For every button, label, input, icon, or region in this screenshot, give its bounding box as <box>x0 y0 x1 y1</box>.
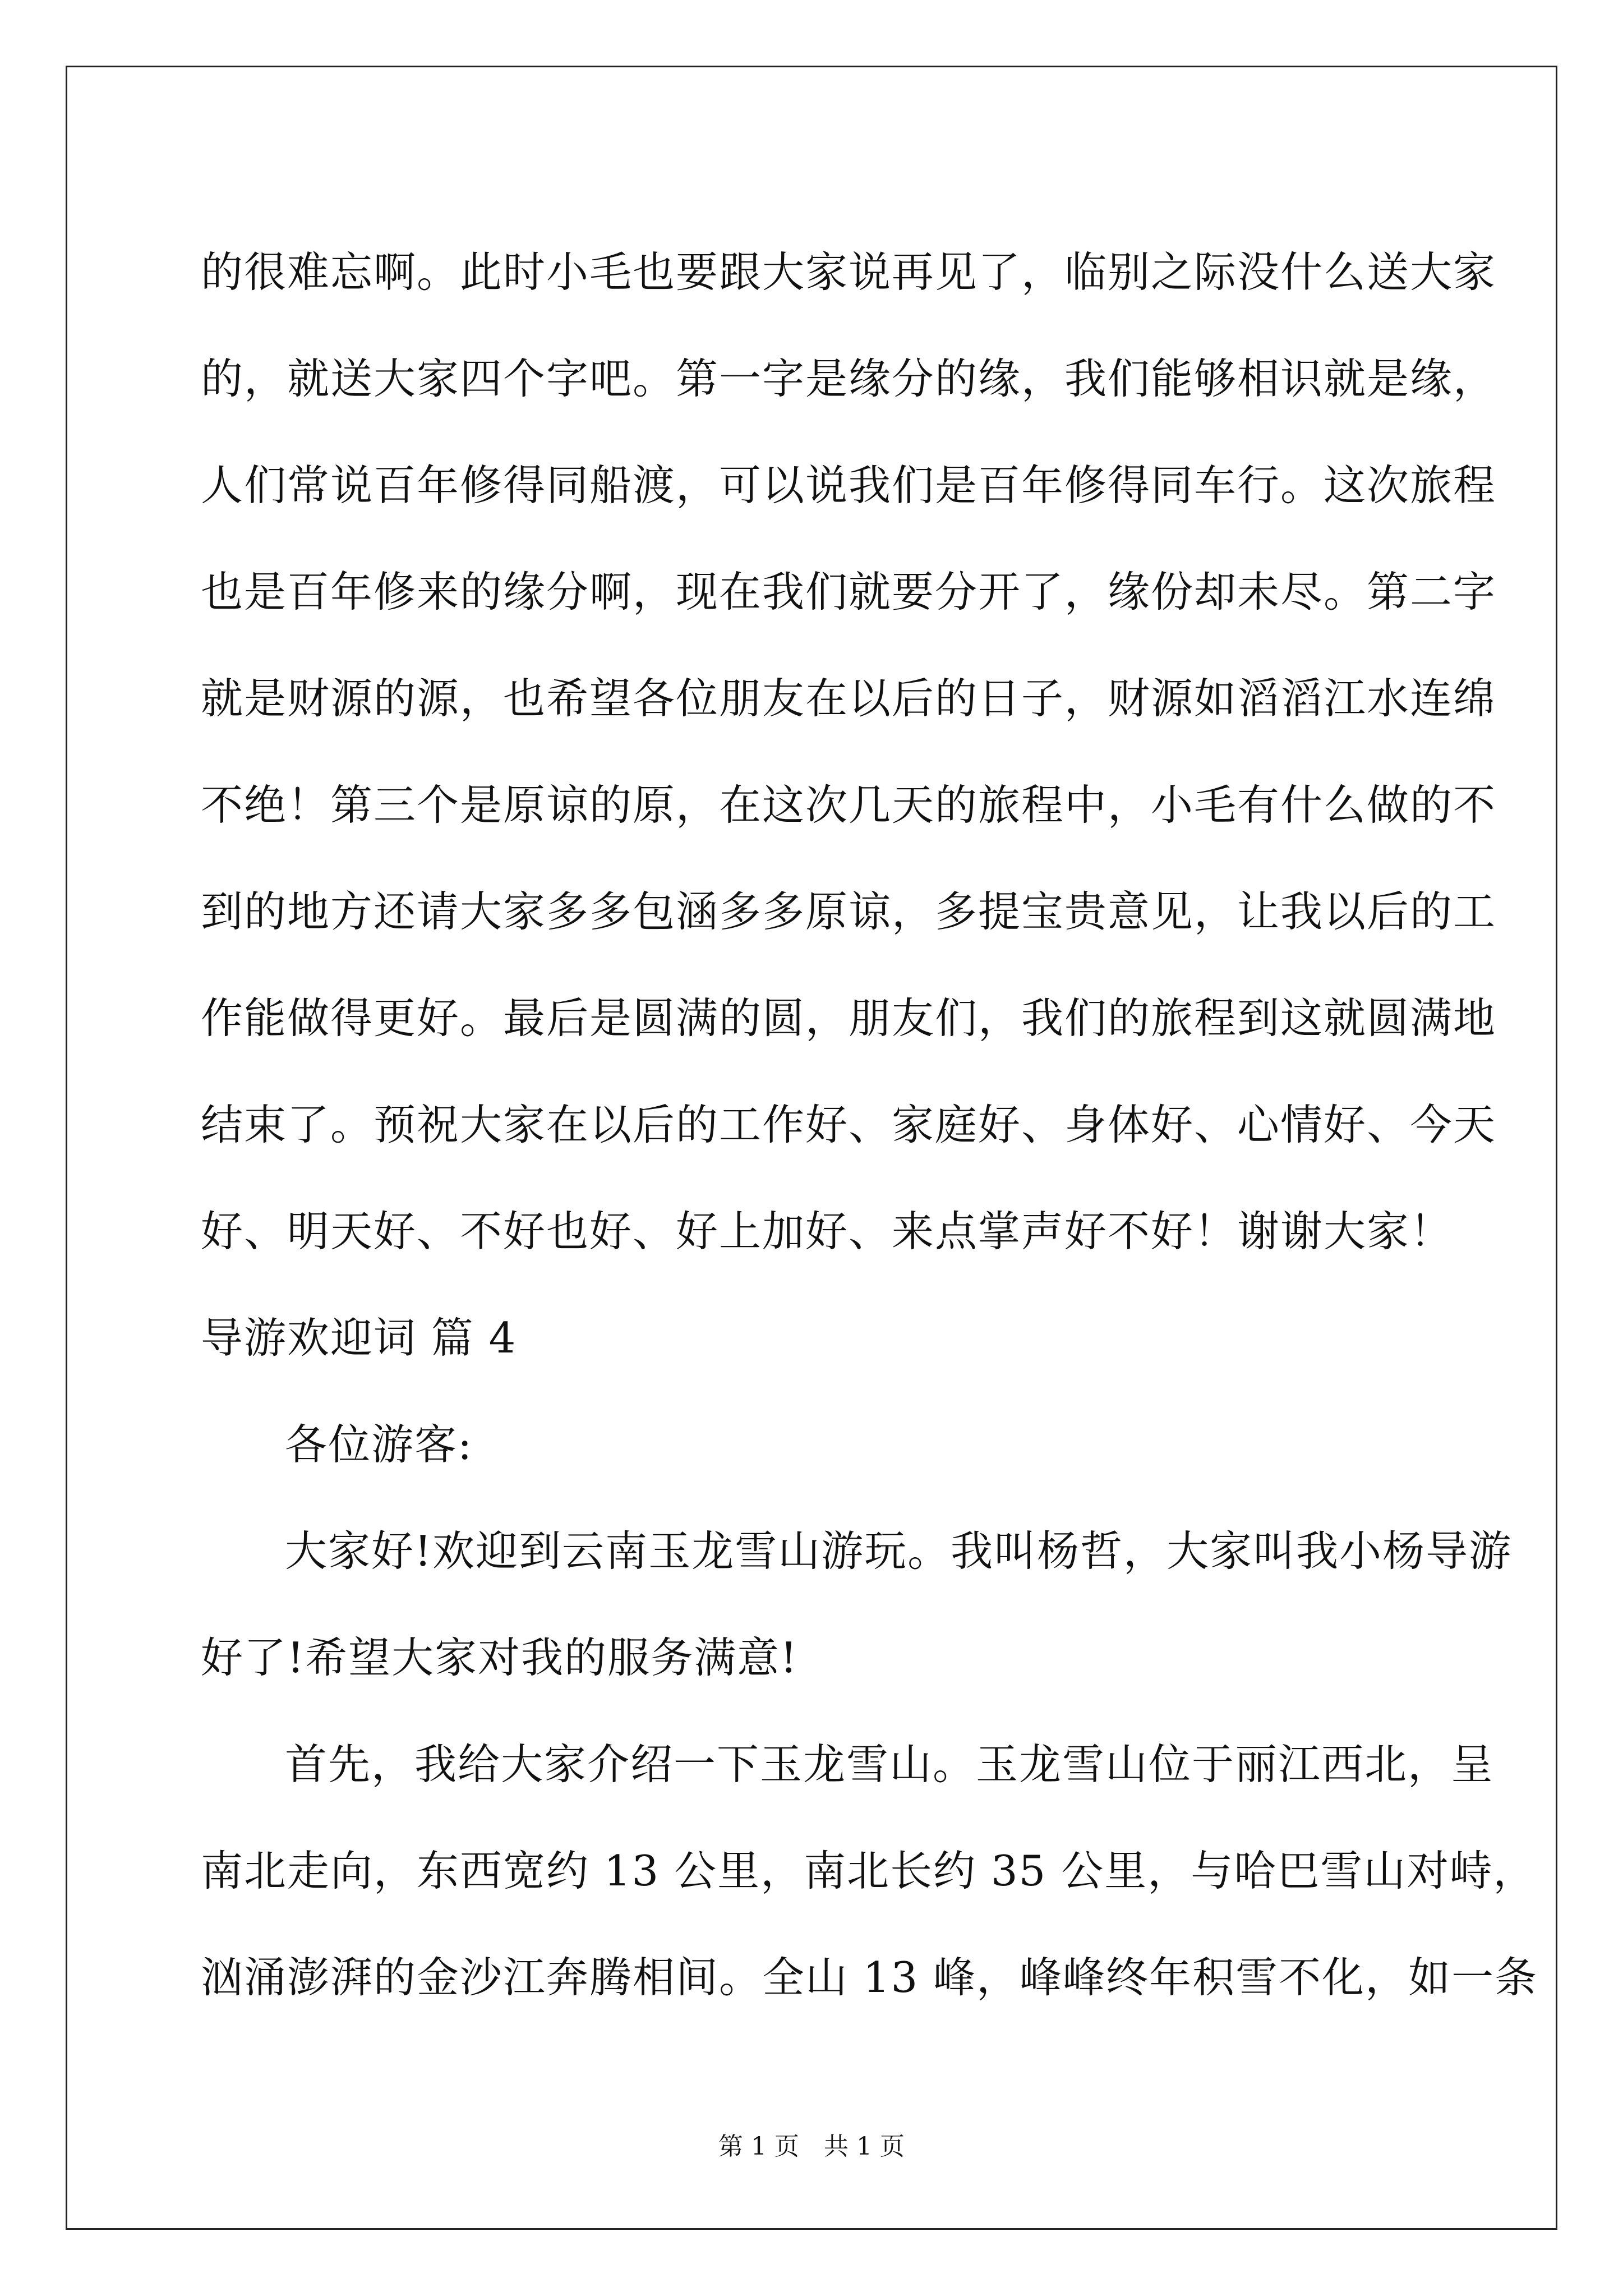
page-number: 第 1 页 共 1 页 <box>718 2132 905 2161</box>
document-body <box>201 219 1538 2031</box>
text-line: 大家好!欢迎到云南玉龙雪山游玩。我叫杨哲，大家叫我小杨导游 <box>285 1526 1513 1576</box>
text-line: 人们常说百年修得同船渡，可以说我们是百年修得同车行。这次旅程 <box>201 461 1497 510</box>
text-line: 南北走向，东西宽约 13 公里，南北长约 35 公里，与哈巴雪山对峙， <box>201 1846 1537 1895</box>
section-title: 导游欢迎词 篇 4 <box>201 1313 517 1363</box>
text-line: 作能做得更好。最后是圆满的圆，朋友们，我们的旅程到这就圆满地 <box>201 993 1497 1043</box>
text-line: 首先，我给大家介绍一下玉龙雪山。玉龙雪山位于丽江西北，呈 <box>285 1740 1495 1789</box>
text-line: 就是财源的源，也希望各位朋友在以后的日子，财源如滔滔江水连绵 <box>201 674 1497 723</box>
text-line: 到的地方还请大家多多包涵多多原谅，多提宝贵意见，让我以后的工 <box>201 887 1497 936</box>
text-line: 不绝！第三个是原谅的原，在这次几天的旅程中，小毛有什么做的不 <box>201 780 1497 830</box>
text-line: 的，就送大家四个字吧。第一字是缘分的缘，我们能够相识就是缘， <box>201 354 1497 403</box>
text-line: 也是百年修来的缘分啊，现在我们就要分开了，缘份却未尽。第二字 <box>201 567 1497 616</box>
salutation: 各位游客: <box>285 1420 473 1469</box>
text-line: 的很难忘啊。此时小毛也要跟大家说再见了，临别之际没什么送大家 <box>201 247 1497 297</box>
text-line: 汹涌澎湃的金沙江奔腾相间。全山 13 峰，峰峰终年积雪不化，如一条 <box>201 1953 1538 2002</box>
text-line: 好、明天好、不好也好、好上加好、来点掌声好不好！谢谢大家！ <box>201 1207 1454 1256</box>
text-line: 结束了。预祝大家在以后的工作好、家庭好、身体好、心情好、今天 <box>201 1100 1497 1149</box>
text-line: 好了!希望大家对我的服务满意! <box>201 1633 799 1682</box>
